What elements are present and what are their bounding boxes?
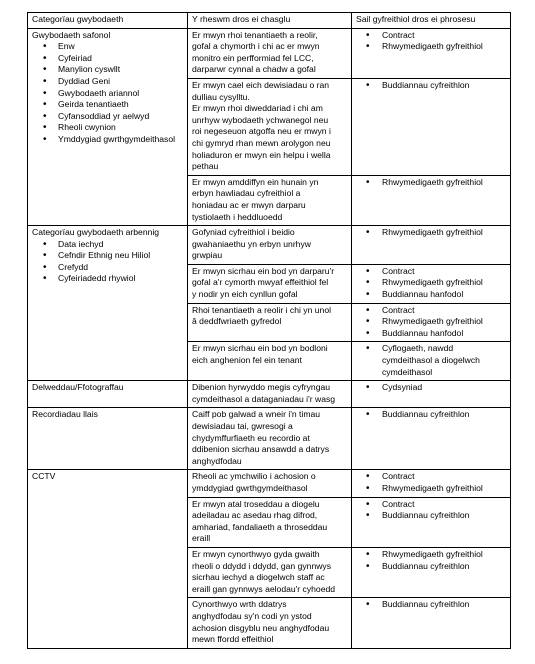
legal-basis-item: • Rhwymedigaeth gyfreithiol [356, 177, 506, 189]
category-item: • Geirda tenantiaeth [32, 99, 183, 111]
legal-basis-list [356, 409, 506, 421]
legal-basis-item: • Rhwymedigaeth gyfreithiol [356, 316, 506, 328]
legal-basis-item: • Rhwymedigaeth gyfreithiol [356, 227, 506, 239]
category-item: • Cyfeiriadedd rhywiol [32, 273, 183, 285]
category-item: • Manylion cyswllt [32, 64, 183, 76]
legal-basis-list [356, 343, 506, 378]
legal-basis-item: • Cydsyniad [356, 382, 506, 394]
legal-basis-list [356, 30, 506, 53]
legal-basis-item: • Rhwymedigaeth gyfreithiol [356, 277, 506, 289]
category-title: Delweddau/Ffotograffau [32, 382, 124, 393]
legal-basis-item: • Contract [356, 471, 506, 483]
category-item: • Cefndir Ethnig neu Hiliol [32, 250, 183, 262]
header-legal-basis: Sail gyfreithiol dros ei phrosesu [352, 13, 511, 29]
reason-cell: Rhoi tenantiaeth a reolir i chi yn unol â deddfwriaeth gyfredol [188, 303, 352, 342]
legal-basis-cell [352, 78, 511, 175]
category-title: Categorïau gwybodaeth arbennig [32, 227, 160, 238]
category-item-list [32, 239, 183, 285]
legal-basis-list [356, 549, 506, 572]
legal-basis-item: • Rhwymedigaeth gyfreithiol [356, 549, 506, 561]
category-item: • Enw [32, 41, 183, 53]
category-item: • Crefydd [32, 262, 183, 274]
category-title: Recordiadau llais [32, 409, 98, 420]
legal-basis-cell [352, 547, 511, 597]
data-processing-table [27, 12, 511, 649]
legal-basis-item: • Contract [356, 499, 506, 511]
table-row [28, 381, 511, 408]
legal-basis-cell [352, 598, 511, 648]
reason-cell: Er mwyn sicrhau ein bod yn bodloni eich anghenion fel ein tenant [188, 342, 352, 381]
legal-basis-list [356, 599, 506, 611]
category-cell [28, 470, 188, 648]
legal-basis-cell [352, 342, 511, 381]
category-item: • Ymddygiad gwrthgymdeithasol [32, 134, 183, 146]
legal-basis-list [356, 266, 506, 301]
category-item: • Cyfeiriad [32, 53, 183, 65]
category-cell [28, 408, 188, 470]
legal-basis-cell [352, 381, 511, 408]
category-cell [28, 226, 188, 381]
category-title: CCTV [32, 471, 56, 482]
category-cell [28, 28, 188, 226]
reason-cell: Caiff pob galwad a wneir i'n timau dewisiadau tai, gwresogi a chydymffurfiaeth eu recordio at ddibenion sicrhau ansawdd a datrys anghydfodau [188, 408, 352, 470]
legal-basis-item: • Contract [356, 30, 506, 42]
reason-cell: Cynorthwyo wrth ddatrys anghydfodau sy'n codi yn ystod achosion disgyblu neu anghydfodau mewn ffordd effeithiol [188, 598, 352, 648]
legal-basis-item: • Rhwymedigaeth gyfreithiol [356, 483, 506, 495]
legal-basis-item: • Buddiannau cyfreithlon [356, 561, 506, 573]
category-item-list [32, 41, 183, 145]
legal-basis-cell [352, 303, 511, 342]
category-cell [28, 381, 188, 408]
legal-basis-list [356, 382, 506, 394]
legal-basis-item: • Buddiannau cyfreithlon [356, 599, 506, 611]
header-reason: Y rheswm dros ei chasglu [188, 13, 352, 29]
legal-basis-item: • Cyflogaeth, nawdd cymdeithasol a diogelwch cymdeithasol [356, 343, 506, 378]
reason-cell: Er mwyn cael eich dewisiadau o ran dulliau cysylltu. Er mwyn rhoi diweddariad i chi am unrhyw wybodaeth ychwanegol neu roi negeseuon atgoffa neu er mwyn i chi gymryd rhan mewn arolygon neu holiaduron er mwyn ein helpu i wella pethau [188, 78, 352, 175]
legal-basis-list [356, 227, 506, 239]
reason-cell: Er mwyn rhoi tenantiaeth a reolir, gofal a chymorth i chi ac er mwyn monitro ein perfformiad fel LCC, darparwr cynnal a chadw a gofal [188, 28, 352, 78]
legal-basis-cell [352, 28, 511, 78]
document-page [27, 12, 511, 649]
category-item: • Data iechyd [32, 239, 183, 251]
legal-basis-item: • Contract [356, 305, 506, 317]
reason-cell: Dibenion hyrwyddo megis cyfryngau cymdeithasol a dataganiadau i'r wasg [188, 381, 352, 408]
category-item: • Dyddiad Geni [32, 76, 183, 88]
legal-basis-item: • Buddiannau cyfreithlon [356, 80, 506, 92]
header-category: Categorïau gwybodaeth [28, 13, 188, 29]
table-row [28, 226, 511, 265]
legal-basis-item: • Buddiannau hanfodol [356, 289, 506, 301]
category-item: • Cyfansoddiad yr aelwyd [32, 111, 183, 123]
legal-basis-list [356, 177, 506, 189]
reason-cell: Er mwyn atal troseddau a diogelu adeiladau ac asedau rhag difrod, amhariad, fandaliaeth a throseddau eraill [188, 497, 352, 547]
table-row [28, 470, 511, 497]
reason-cell: Rheoli ac ymchwilio i achosion o ymddygiad gwrthgymdeithasol [188, 470, 352, 497]
legal-basis-cell [352, 497, 511, 547]
category-item: • Gwybodaeth ariannol [32, 88, 183, 100]
legal-basis-list [356, 499, 506, 522]
category-item: • Rheoli cwynion [32, 122, 183, 134]
legal-basis-cell [352, 226, 511, 265]
legal-basis-cell [352, 175, 511, 225]
reason-cell: Gofyniad cyfreithiol i beidio gwahaniaethu yn erbyn unrhyw grwpiau [188, 226, 352, 265]
reason-cell: Er mwyn sicrhau ein bod yn darparu'r gofal a'r cymorth mwyaf effeithiol fel y nodir yn eich cynllun gofal [188, 264, 352, 303]
legal-basis-item: • Rhwymedigaeth gyfreithiol [356, 41, 506, 53]
legal-basis-list [356, 471, 506, 494]
table-body [28, 28, 511, 648]
legal-basis-list [356, 80, 506, 92]
legal-basis-cell [352, 408, 511, 470]
legal-basis-cell [352, 470, 511, 497]
table-row [28, 408, 511, 470]
legal-basis-cell [352, 264, 511, 303]
reason-cell: Er mwyn cynorthwyo gyda gwaith rheoli o ddydd i ddydd, gan gynnwys sicrhau iechyd a diogelwch staff ac eraill gan gynnwys aelodau'r cyhoedd [188, 547, 352, 597]
legal-basis-list [356, 305, 506, 340]
legal-basis-item: • Contract [356, 266, 506, 278]
reason-cell: Er mwyn amddiffyn ein hunain yn erbyn hawliadau cyfreithiol a honiadau ac er mwyn darparu tystiolaeth i heddluoedd [188, 175, 352, 225]
table-row [28, 28, 511, 78]
legal-basis-item: • Buddiannau cyfreithlon [356, 409, 506, 421]
header-row [28, 13, 511, 29]
legal-basis-item: • Buddiannau hanfodol [356, 328, 506, 340]
legal-basis-item: • Buddiannau cyfreithlon [356, 510, 506, 522]
category-title: Gwybodaeth safonol [32, 29, 111, 40]
